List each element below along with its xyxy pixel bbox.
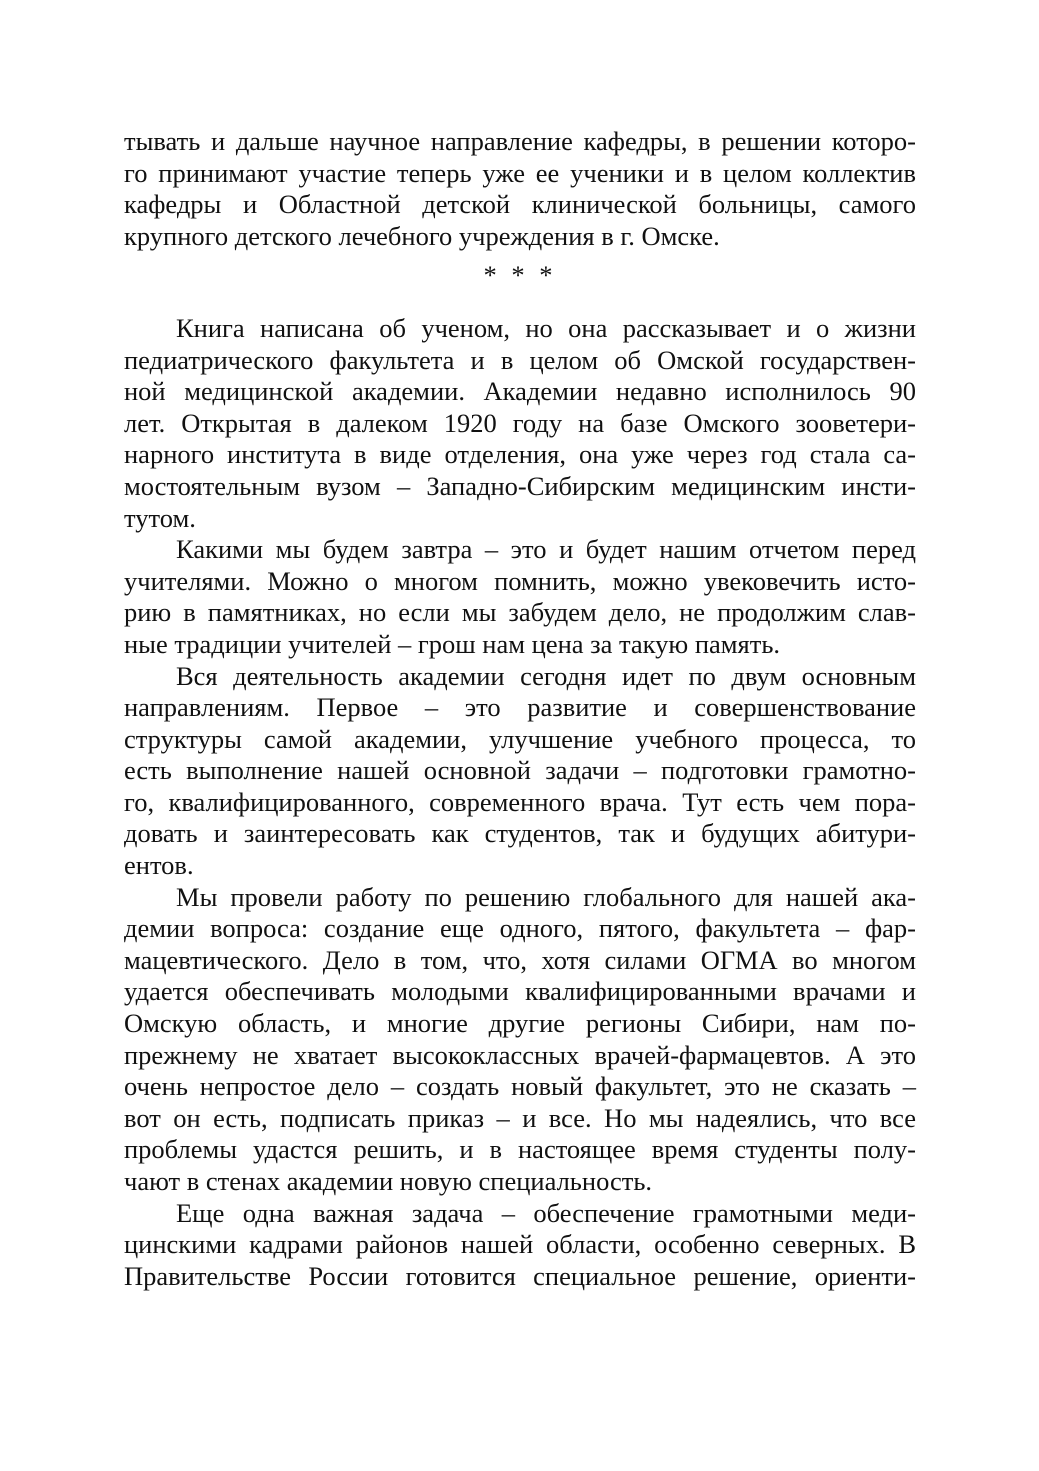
text-line: есть выполнение нашей основной задачи – подготовки грамотно-: [124, 755, 916, 786]
text-line: чают в стенах академии новую специальность.: [124, 1166, 653, 1196]
text-line: удается обеспечивать молодыми квалифицированными врачами и: [124, 976, 916, 1007]
text-line: го принимают участие теперь уже ее ученики и в целом коллектив: [124, 157, 916, 188]
text-line: прежнему не хватает высококлассных врачей-фармацевтов. А это: [124, 1039, 916, 1070]
text-line: ентов.: [124, 850, 194, 881]
text-line: Какими мы будем завтра – это и будет нашим отчетом перед: [176, 534, 916, 565]
document-page: [124, 126, 916, 1292]
text-line: рию в памятниках, но если мы забудем дело, не продолжим слав-: [124, 597, 916, 628]
text-line: направлениям. Первое – это развитие и совершенствование: [124, 692, 916, 723]
text-line: тывать и дальше научное направление кафедры, в решении которо-: [124, 126, 916, 156]
paragraph-tomorrow: [124, 534, 916, 660]
intro-paragraph: [124, 126, 916, 252]
text-line: учителями. Можно о многом помнить, можно увековечить исто-: [124, 565, 916, 596]
text-line: структуры самой академии, улучшение учебного процесса, то: [124, 723, 916, 754]
text-line: довать и заинтересовать как студентов, так и будущих абитури-: [124, 818, 916, 849]
text-line: тутом.: [124, 502, 196, 533]
text-line: ной медицинской академии. Академии недавно исполнилось 90: [124, 376, 916, 407]
text-line: лет. Открытая в далеком 1920 году на базе Омского зооветери-: [124, 407, 916, 438]
text-line: нарного института в виде отделения, она уже через год стала са-: [124, 439, 916, 470]
text-line: педиатрического факультета и в целом об Омской государствен-: [124, 344, 916, 375]
text-line: Правительстве России готовится специальное решение, ориенти-: [124, 1260, 916, 1291]
section-separator: * * *: [483, 260, 557, 291]
text-line: Книга написана об ученом, но она рассказывает и о жизни: [176, 312, 916, 343]
text-line: мостоятельным вузом – Западно-Сибирским медицинским инсти-: [124, 470, 916, 501]
text-line: ные традиции учителей – грош нам цена за такую память.: [124, 628, 781, 659]
text-line: демии вопроса: создание еще одного, пятого, факультета – фар-: [124, 913, 916, 944]
text-line: Вся деятельность академии сегодня идет по двум основным: [176, 660, 916, 691]
paragraph-academy-activity: [124, 661, 916, 882]
paragraph-pharmacy-faculty: [124, 882, 916, 1198]
text-line: Еще одна важная задача – обеспечение грамотными меди-: [176, 1197, 916, 1228]
text-line: Мы провели работу по решению глобального для нашей ака-: [176, 881, 916, 912]
text-line: го, квалифицированного, современного врача. Тут есть чем пора-: [124, 786, 916, 817]
text-line: проблемы удастся решить, и в настоящее время студенты полу-: [124, 1134, 916, 1165]
text-line: крупного детского лечебного учреждения в г. Омске.: [124, 220, 720, 251]
text-line: вот он есть, подписать приказ – и все. Но мы надеялись, что все: [124, 1102, 916, 1133]
text-line: кафедры и Областной детской клинической больницы, самого: [124, 189, 916, 220]
text-line: очень непростое дело – создать новый факультет, это не сказать –: [124, 1071, 916, 1102]
text-line: Омскую область, и многие другие регионы Сибири, нам по-: [124, 1008, 916, 1039]
text-line: цинскими кадрами районов нашей области, особенно северных. В: [124, 1229, 916, 1260]
paragraph-regional-staffing: [124, 1198, 916, 1293]
paragraph-book-about-scientist: [124, 313, 916, 534]
text-line: мацевтического. Дело в том, что, хотя силами ОГМА во многом: [124, 944, 916, 975]
